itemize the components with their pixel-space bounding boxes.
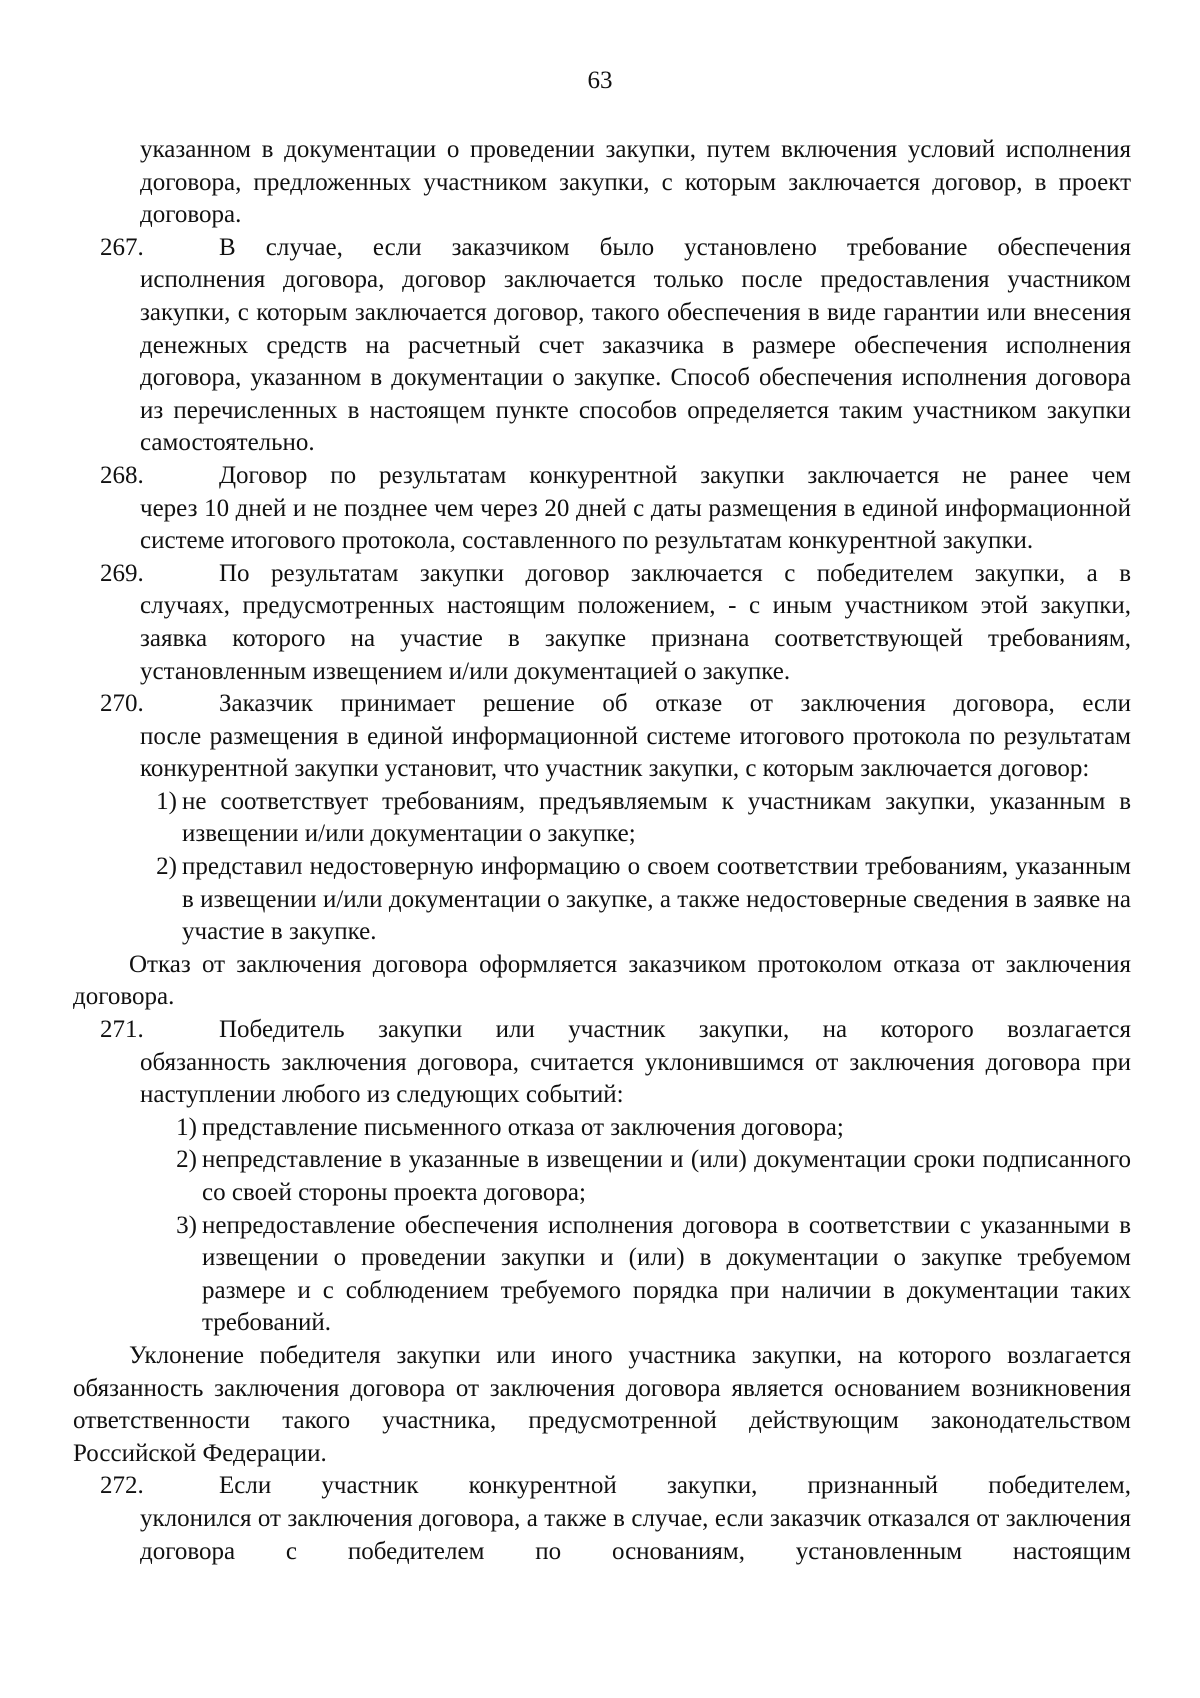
clause-text: исполнения договора, договор заключается только после предоставления участником закупки, с которым заключается договор, такого обеспечения в виде гарантии или внесения денежных средств на расчетный счет заказчика в размере обеспечения исполнения договора, указанном в документации о закупке. Способ обеспечения исполнения договора из перечисленных в настоящем пункте способов определяется таким участником закупки самостоятельно. [140, 266, 1131, 457]
clause-first-line: Договор по результатам конкурентной закупки заключается не ранее чем [219, 461, 1131, 489]
clause-272 [73, 1470, 1131, 1568]
subclause-text: непредставление в указанные в извещении и (или) документации сроки подписанного со своей стороны проекта договора; [202, 1146, 1131, 1206]
clause-270 [73, 688, 1131, 786]
clause-number: 271. [100, 1016, 144, 1044]
clause-268 [73, 460, 1131, 558]
subclause-text: представил недостоверную информацию о своем соответствии требованиям, указанным в извещении и/или документации о закупке, а также недостоверные сведения в заявке на участие в закупке. [182, 853, 1131, 946]
clause-text: после размещения в единой информационной системе итогового протокола по результатам конкурентной закупки установит, что участник закупки, с которым заключается договор: [140, 722, 1131, 783]
clause-number: 270. [100, 690, 144, 718]
subclause-text: представление письменного отказа от заключения договора; [202, 1113, 844, 1141]
subclause-271-3 [73, 1210, 1131, 1340]
subclause-271-1 [73, 1112, 1131, 1145]
page-number: 63 [587, 67, 613, 94]
clause-first-line: Если участник конкурентной закупки, признанный победителем, [219, 1472, 1131, 1500]
subclause-270-1 [73, 786, 1131, 851]
subclause-number: 3) [176, 1211, 197, 1239]
subclause-text: не соответствует требованиям, предъявляемым к участникам закупки, указанным в извещении и/или документации о закупке; [182, 787, 1131, 848]
clause-first-line: По результатам закупки договор заключается с победителем закупки, а в [219, 559, 1131, 587]
document-body [73, 134, 1131, 1568]
paragraph-refusal: Отказ от заключения договора оформляется заказчиком протоколом отказа от заключения договора. [73, 950, 1131, 1011]
subclause-270-2 [73, 851, 1131, 949]
subclause-number: 1) [156, 787, 177, 815]
subclause-number: 2) [176, 1146, 197, 1174]
clause-text: обязанность заключения договора, считается уклонившимся от заключения договора при наступлении любого из следующих событий: [140, 1048, 1131, 1109]
subclause-number: 1) [176, 1113, 197, 1141]
clause-first-line: Победитель закупки или участник закупки, на которого возлагается [219, 1016, 1131, 1044]
clause-number: 267. [100, 233, 144, 261]
clause-first-line: Заказчик принимает решение об отказе от заключения договора, если [219, 690, 1131, 718]
subclause-number: 2) [156, 853, 177, 881]
clause-text: через 10 дней и не позднее чем через 20 дней с даты размещения в единой информационной системе итогового протокола, составленного по результатам конкурентной закупки. [140, 494, 1131, 555]
clause-267 [73, 232, 1131, 460]
clause-text: уклонился от заключения договора, а также в случае, если заказчик отказался от заключения договора с победителем по основаниям, установленным настоящим [140, 1504, 1131, 1565]
clause-number: 272. [100, 1472, 144, 1500]
subclause-text: непредоставление обеспечения исполнения договора в соответствии с указанными в извещении о проведении закупки и (или) в документации о закупке требуемом размере и с соблюдением требуемого порядка при наличии в документации таких требований. [202, 1211, 1131, 1337]
clause-number: 268. [100, 461, 144, 489]
intro-paragraph: указанном в документации о проведении закупки, путем включения условий исполнения договора, предложенных участником закупки, с которым заключается договор, в проект договора. [140, 136, 1131, 229]
clause-271 [73, 1014, 1131, 1112]
paragraph-evasion: Уклонение победителя закупки или иного участника закупки, на которого возлагается обязанность заключения договора от заключения договора является основанием возникновения ответственности такого участника, предусмотренной действующим законодательством Российской Федерации. [73, 1341, 1131, 1467]
clause-number: 269. [100, 559, 144, 587]
clause-text: случаях, предусмотренных настоящим положением, - с иным участником этой закупки, заявка которого на участие в закупке признана соответствующей требованиям, установленным извещением и/или документацией о закупке. [140, 592, 1131, 685]
clause-first-line: В случае, если заказчиком было установлено требование обеспечения [219, 233, 1131, 261]
subclause-271-2 [73, 1144, 1131, 1209]
clause-269 [73, 558, 1131, 688]
